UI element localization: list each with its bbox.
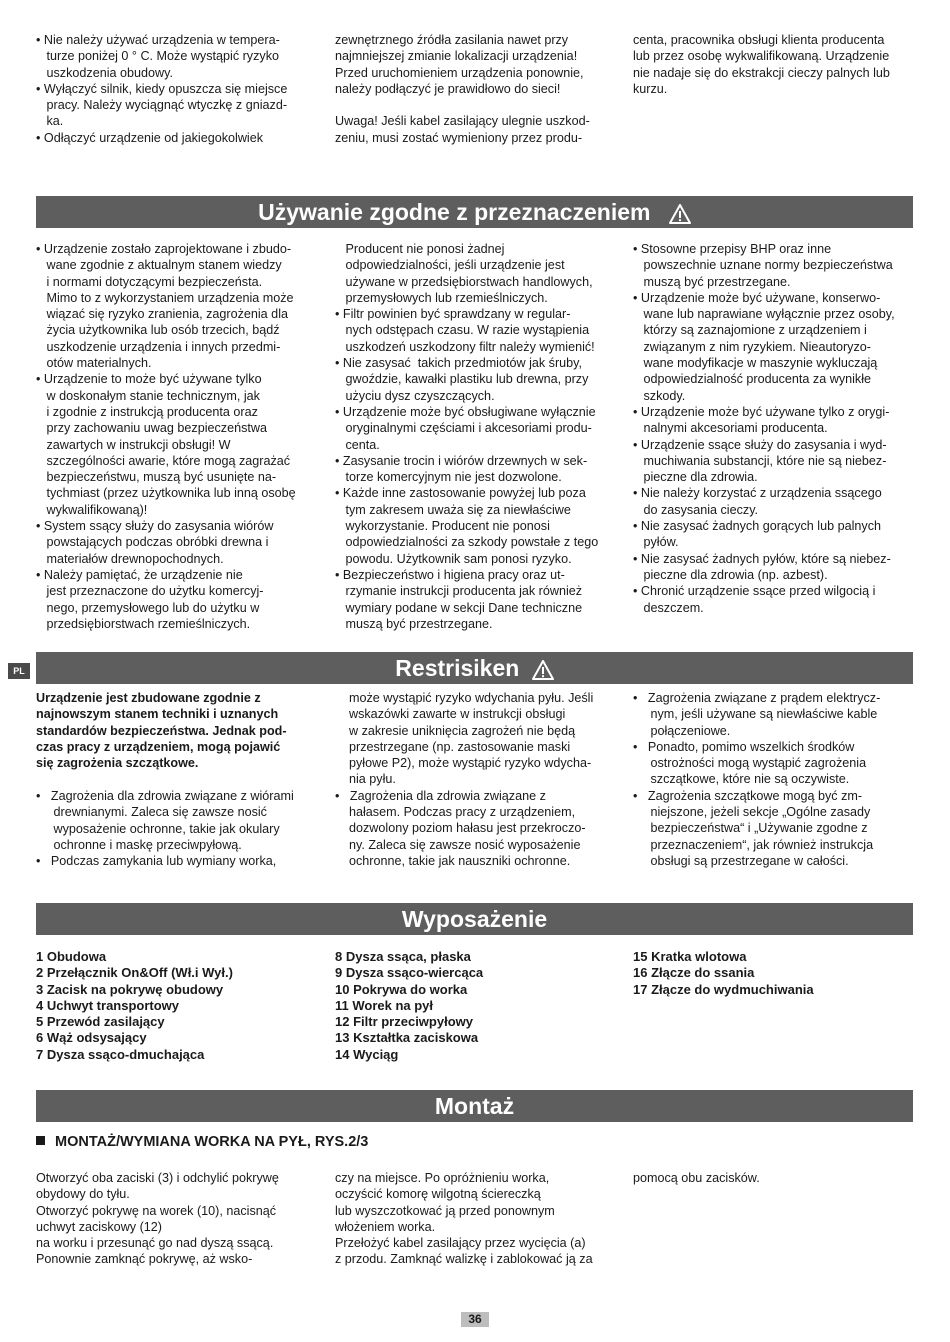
text-line: z przodu. Zamknąć walizkę i zablokować ją za (335, 1252, 593, 1267)
mount-col-3 (633, 1170, 760, 1186)
top-col-3 (633, 32, 890, 97)
text-line: • Nie należy korzystać z urządzenia ssącego (633, 486, 882, 501)
text-line: torze komercyjnym nie jest dozwolone. (335, 470, 562, 485)
text-line: • Urządzenie zostało zaprojektowane i zbudo- (36, 242, 292, 256)
text-line: wane zgodnie z aktualnym stanem wiedzy (36, 258, 282, 273)
text-line: czy na miejsce. Po opróżnieniu worka, (335, 1171, 550, 1185)
text-line: • Nie należy używać urządzenia w tempera- (36, 33, 280, 47)
text-line: oczyścić komorę wilgotną ściereczką (335, 1187, 541, 1202)
text-line: • Chronić urządzenie ssące przed wilgocią i (633, 584, 876, 599)
text-line: niejszone, jeżeli sekcje „Ogólne zasady (633, 805, 871, 820)
text-line: pieczne dla zdrowia. (633, 470, 758, 485)
text-line: Producent nie ponosi żadnej (335, 242, 505, 256)
text-line: • Wyłączyć silnik, kiedy opuszcza się miejsce (36, 81, 288, 96)
text-line: czas pracy z urządzeniem, mogą pojawić (36, 739, 281, 754)
text-line: odpowiedzialności, jeśli urządzenie jest (335, 258, 565, 273)
usage-col-1 (36, 241, 296, 632)
mount-subheading-text: MONTAŻ/WYMIANA WORKA NA PYŁ, RYS.2/3 (55, 1134, 369, 1150)
top-col-2 (335, 32, 590, 146)
text-line: drewnianymi. Zaleca się zawsze nosić (36, 805, 267, 820)
text-line: wane lub naprawiane wyłącznie przez osoby, (633, 307, 895, 322)
text-line: bezpieczeństwa“ i „Używanie zgodne z (633, 821, 868, 836)
text-line: i zgodnie z instrukcją producenta oraz (36, 404, 258, 419)
text-line: 4 Uchwyt transportowy (36, 997, 180, 1013)
text-line: 8 Dysza ssąca, płaska (335, 949, 471, 964)
text-line: życia użytkownika lub osób trzecich, bądź (36, 323, 280, 338)
text-line: materiałów drewnopochodnych. (36, 551, 224, 566)
text-line: przeznaczeniem“, jak również instrukcja (633, 837, 874, 852)
text-line: uszkodzenia obudowy. (36, 65, 173, 80)
text-line: związanym z nim ryzykiem. Nieautoryzo- (633, 339, 871, 354)
text-line: bezpieczeństwu, muszą być usunięte na- (36, 470, 277, 485)
text-line: • Zasysanie trocin i wiórów drzewnych w sek- (335, 453, 588, 468)
text-line: Przełożyć kabel zasilający przez wycięcia (a) (335, 1236, 586, 1251)
text-line: szkody. (633, 388, 686, 403)
text-line: się zagrożenia szczątkowe. (36, 756, 199, 771)
section-equipment-title: Wyposażenie (401, 906, 548, 932)
text-line: Uwaga! Jeśli kabel zasilający ulegnie uszkod- (335, 114, 590, 129)
section-equipment-banner (36, 903, 913, 935)
text-line: nych odstępach czasu. W razie wystąpienia (335, 323, 590, 338)
text-line: • Filtr powinien być sprawdzany w regular- (335, 307, 571, 322)
text-line: 15 Kratka wlotowa (633, 949, 747, 964)
risks-col-3 (633, 690, 880, 869)
text-line: ochronne, takie jak nauszniki ochronne. (335, 853, 571, 868)
text-line: standardów bezpieczeństwa. Jednak pod- (36, 723, 287, 738)
text-line: w doskonałym stanie technicznym, jak (36, 388, 260, 403)
text-line: centa, pracownika obsługi klienta producenta (633, 33, 885, 47)
text-line: ostrożności mogą wystąpić zagrożenia (633, 756, 867, 771)
section-usage-title: Używanie zgodne z przeznaczeniem (258, 199, 651, 225)
text-line: zewnętrznego źródła zasilania nawet przy (335, 33, 569, 47)
warning-triangle-icon (669, 204, 691, 224)
text-line: • System ssący służy do zasysania wiórów (36, 519, 274, 534)
text-line: Mimo to z wykorzystaniem urządzenia może (36, 290, 294, 305)
text-line: Otworzyć pokrywę na worek (10), nacisnąć (36, 1203, 277, 1218)
text-line: pomocą obu zacisków. (633, 1171, 760, 1185)
text-line: należy podłączyć je prawidłowo do sieci! (335, 81, 561, 96)
risks-col-2 (335, 690, 593, 869)
text-line: nym, jeśli używane są niewłaściwe kable (633, 707, 878, 722)
text-line: i normami dotyczącymi bezpieczeństa. (36, 274, 263, 289)
text-line: zawartych w instrukcji obsługi! W (36, 437, 231, 452)
text-line: użyciu dysz czyszczących. (335, 388, 495, 403)
text-line: • Zagrożenia dla zdrowia związane z (335, 788, 546, 803)
text-line: • Urządzenie może być używane tylko z orygi- (633, 404, 890, 419)
text-line: otów materialnych. (36, 356, 152, 371)
mount-col-1 (36, 1170, 279, 1268)
text-line: lub przez osobę wykwalifikowaną. Urządzenie (633, 49, 890, 64)
text-line: • Urządzenie to może być używane tylko (36, 372, 262, 387)
text-line: • Urządzenie może być używane, konserwo- (633, 290, 881, 305)
text-line: • Stosowne przepisy BHP oraz inne (633, 242, 832, 256)
text-line: 13 Kształtka zaciskowa (335, 1030, 479, 1046)
text-line: wiązać się ryzyko zranienia, zagrożenia dla (36, 307, 288, 322)
text-line: pyłowe P2), może wystąpić ryzyko wdycha- (335, 756, 592, 771)
text-line: powodu. Użytkownik sam ponosi ryzyko. (335, 551, 572, 566)
text-line: 9 Dysza ssąco-wiercąca (335, 965, 484, 981)
text-line: wane modyfikacje w maszynie wykluczają (633, 356, 878, 371)
text-line: szczególności awarie, które mogą zagrażać (36, 453, 291, 468)
text-line: Otworzyć oba zaciski (3) i odchylić pokrywę (36, 1171, 279, 1185)
text-line: obydowy do tyłu. (36, 1187, 130, 1202)
text-line: • Urządzenie może być obsługiwane wyłącznie (335, 404, 596, 419)
text-line: do zasysania cieczy. (633, 502, 759, 517)
text-line: ochronne i maskę przeciwpyłową. (36, 837, 242, 852)
text-line: zeniu, musi zostać wymieniony przez produ- (335, 130, 583, 145)
text-line: połączeniowe. (633, 723, 731, 738)
text-line: deszczem. (633, 600, 704, 615)
text-line: najmniejszej zmianie lokalizacji urządzenia! (335, 49, 578, 64)
text-line: • Nie zasysać takich przedmiotów jak śruby, (335, 356, 583, 371)
text-line: lub wyszczotkować ją przed ponownym (335, 1203, 555, 1218)
text-line: włożeniem worka. (335, 1219, 436, 1234)
text-line: • Zagrożenia związane z prądem elektrycz- (633, 691, 881, 705)
text-line: używane w przedsiębiorstwach handlowych, (335, 274, 593, 289)
text-line: muchiwania substancji, które nie są niebez- (633, 453, 887, 468)
text-line (335, 97, 590, 113)
text-line: • Nie zasysać żadnych pyłów, które są niebez- (633, 551, 891, 566)
text-line: wyposażenie ochronne, takie jak okulary (36, 821, 280, 836)
text-line: centa. (335, 437, 380, 452)
text-line: przedsiębiorstwach rzemieślniczych. (36, 616, 251, 631)
text-line: jest przeznaczone do użytku komercyj- (36, 584, 264, 599)
text-line: muszą być przestrzegane. (633, 274, 791, 289)
risks-intro (36, 690, 287, 771)
text-line: 7 Dysza ssąco-dmuchająca (36, 1046, 205, 1062)
text-line: dozwolony poziom hałasu jest przekroczo- (335, 821, 586, 836)
text-line: nego, przemysłowego lub do użytku w (36, 600, 260, 615)
section-risks-banner (36, 652, 913, 684)
text-line: którzy są zaznajomione z urządzeniem i (633, 323, 867, 338)
equipment-col-1 (36, 949, 233, 1063)
text-line: • Ponadto, pomimo wszelkich środków (633, 739, 855, 754)
text-line: • Podczas zamykania lub wymiany worka, (36, 854, 277, 869)
text-line: nalnymi akcesoriami producenta. (633, 421, 828, 436)
section-mount-title: Montaż (434, 1093, 515, 1119)
square-bullet-icon (36, 1136, 45, 1145)
text-line: wymiary podane w sekcji Dane techniczne (335, 600, 583, 615)
text-line: • Odłączyć urządzenie od jakiegokolwiek (36, 130, 264, 145)
text-line: przemysłowych lub rzemieślniczych. (335, 290, 548, 305)
page-number: 36 (461, 1312, 489, 1327)
text-line: kurzu. (633, 81, 668, 96)
text-line: gwoździe, kawałki plastiku lub drewna, przy (335, 372, 589, 387)
text-line: • Urządzenie ssące służy do zasysania i wyd- (633, 437, 887, 452)
text-line: uchwyt zaciskowy (12) (36, 1219, 162, 1234)
text-line: wykorzystanie. Producent nie ponosi (335, 519, 550, 534)
language-tab: PL (8, 663, 30, 679)
text-line: • Każde inne zastosowanie powyżej lub poza (335, 486, 586, 501)
text-line: rzymanie instrukcji producenta jak również (335, 584, 583, 599)
text-line: odpowiedzialność producenta za wynikłe (633, 372, 872, 387)
text-line: • Zagrożenia szczątkowe mogą być zm- (633, 788, 863, 803)
text-line: obsługi są przestrzegane w całości. (633, 853, 849, 868)
text-line: odpowiedzialności za szkody powstałe z tego (335, 535, 599, 550)
text-line: turze poniżej 0 ° C. Może wystąpić ryzyko (36, 49, 280, 64)
text-line: ny. Zaleca się zawsze nosić wyposażenie (335, 837, 581, 852)
mount-col-2 (335, 1170, 593, 1268)
text-line: Urządzenie jest zbudowane zgodnie z (36, 691, 261, 705)
text-line: powstających podczas obróbki drewna i (36, 535, 269, 550)
top-col-1 (36, 32, 287, 146)
text-line: hałasem. Podczas pracy z urządzeniem, (335, 805, 576, 820)
text-line: • Bezpieczeństwo i higiena pracy oraz ut- (335, 567, 565, 582)
text-line: może wystąpić ryzyko wdychania pyłu. Jeśli (335, 691, 594, 705)
text-line: oryginalnymi częściami i akcesoriami produ- (335, 421, 592, 436)
usage-col-2 (335, 241, 598, 632)
text-line: wskazówki zawarte w instrukcji obsługi (335, 707, 566, 722)
text-line: muszą być przestrzegane. (335, 616, 493, 631)
text-line: pracy. Należy wyciągnąć wtyczkę z gniazd- (36, 98, 288, 113)
text-line: pieczne dla zdrowia (np. azbest). (633, 567, 828, 582)
equipment-col-2 (335, 949, 483, 1063)
text-line: 10 Pokrywa do worka (335, 981, 468, 997)
text-line: w zakresie uniknięcia zagrożeń nie będą (335, 723, 576, 738)
text-line: szczątkowe, które nie są oczywiste. (633, 772, 850, 787)
text-line: Ponownie zamknąć pokrywę, aż wsko- (36, 1252, 253, 1267)
text-line: 2 Przełącznik On&Off (Wł.i Wył.) (36, 965, 233, 981)
text-line: • Nie zasysać żadnych gorących lub palnych (633, 519, 882, 534)
text-line: na worku i przesunąć go nad dyszą ssącą. (36, 1236, 274, 1251)
text-line: nia pyłu. (335, 772, 396, 787)
text-line: 11 Worek na pył (335, 997, 434, 1013)
text-line: pyłów. (633, 535, 679, 550)
text-line: nie nadaje się do ekstrakcji cieczy palnych lub (633, 65, 890, 80)
section-usage-banner (36, 196, 913, 228)
text-line: 6 Wąż odsysający (36, 1030, 147, 1046)
equipment-col-3 (633, 949, 814, 998)
text-line: tychmiast (przez użytkownika lub inną osobę (36, 486, 296, 501)
text-line: 1 Obudowa (36, 949, 107, 964)
text-line: najnowszym stanem techniki i uznanych (36, 707, 279, 722)
text-line: • Zagrożenia dla zdrowia związane z wiórami (36, 789, 294, 803)
section-mount-banner (36, 1090, 913, 1122)
text-line: 16 Złącze do ssania (633, 965, 755, 981)
text-line: powszechnie uznane normy bezpieczeństwa (633, 258, 893, 273)
text-line: 5 Przewód zasilający (36, 1014, 165, 1030)
text-line: 17 Złącze do wydmuchiwania (633, 981, 814, 997)
text-line: • Należy pamiętać, że urządzenie nie (36, 567, 243, 582)
text-line: wykwalifikowaną)! (36, 502, 148, 517)
text-line: 12 Filtr przeciwpyłowy (335, 1014, 473, 1030)
text-line: tym zakresem uważa się za niewłaściwe (335, 502, 571, 517)
text-line: uszkodzeń uszkodzony filtr należy wymienić! (335, 339, 595, 354)
risks-col-1 (36, 788, 294, 869)
text-line: ka. (36, 114, 64, 129)
text-line: przestrzegane (np. zastosowanie maski (335, 739, 571, 754)
text-line: Przed uruchomieniem urządzenia ponownie, (335, 65, 584, 80)
text-line: uszkodzenie urządzenia i innych przedmi- (36, 339, 281, 354)
text-line: przy zachowaniu uwag bezpieczeństwa (36, 421, 268, 436)
text-line: 14 Wyciąg (335, 1046, 399, 1062)
mount-subheading (36, 1134, 368, 1150)
section-risks-title: Restrisiken (395, 655, 520, 681)
usage-col-3 (633, 241, 895, 616)
text-line: 3 Zacisk na pokrywę obudowy (36, 981, 224, 997)
warning-triangle-icon (532, 660, 554, 680)
